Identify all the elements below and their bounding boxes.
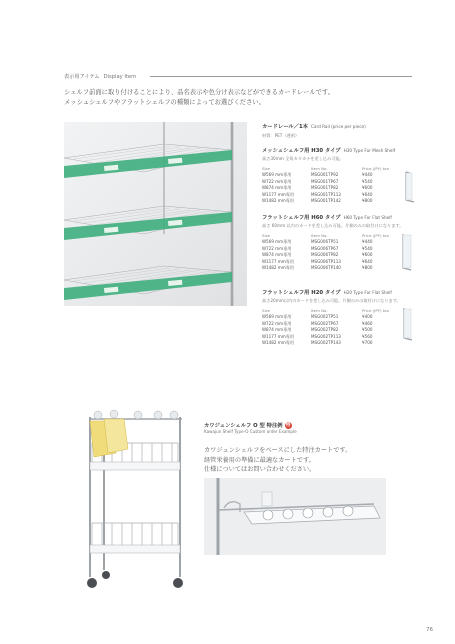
product-title-en: Card Rail (price per piece) [310,124,366,129]
section-rule [150,76,412,77]
product-title [262,122,366,130]
rail-h20-illustration [400,306,416,342]
item-no-cell: MSG006TP113 [311,258,341,264]
size-cell: W569 mm専用 [262,239,292,244]
price-cell: ¥460 [362,320,373,326]
rail-h60-illustration [398,232,416,272]
product-heading [262,122,366,139]
spec-group-h20 [262,288,401,347]
item-no-cell: MSG001TP113 [311,191,341,197]
price-cell: ¥800 [362,198,373,204]
size-cell: W722 mm専用 [262,320,292,326]
size-cell: W874 mm専用 [262,327,292,333]
page-number: 76 [426,627,433,633]
size-cell: W1482 mm専用 [262,198,294,204]
size-cell: W569 mm専用 [262,172,292,177]
spec-table [262,233,395,272]
price-cell: ¥600 [362,185,373,191]
spec-row [262,265,395,272]
price-cell: ¥440 [362,239,373,244]
size-header: Size [262,233,270,238]
item-no-header: Item No. [311,308,328,313]
price-header: Price (JPY) tax [362,166,389,171]
spec-table [262,166,395,205]
spec-table [262,308,395,347]
price-cell: ¥800 [362,265,373,271]
item-no-cell: MSG006TP140 [311,265,341,271]
size-cell: W1482 mm専用 [262,265,294,271]
rail-h30-illustration [402,170,418,204]
price-header: Price (JPY) tax [362,233,389,238]
spec-row [262,327,395,334]
group-title [262,213,403,221]
price-cell: ¥400 [362,314,373,319]
case-line: 経管栄養用の準備に最適なカートです。 [204,456,315,464]
case-line: カワジュンシェルフをベースにした特注カートです。 [204,447,352,454]
item-no-cell: MSG001TP92 [311,172,339,177]
spec-row [262,198,395,205]
size-cell: W1177 mm専用 [262,191,294,197]
group-title-ja: フラットシェルフ用 H60 タイプ [262,215,341,221]
size-cell: W722 mm専用 [262,245,292,251]
case-subtitle: Kawajun Shelf Type-O Custom order Example [204,429,297,434]
group-title [262,146,395,154]
price-header: Price (JPY) tax [362,308,389,313]
spec-group-h60 [262,213,403,272]
price-cell: ¥440 [362,172,373,177]
price-cell: ¥640 [362,258,373,264]
spec-row [262,239,395,246]
price-cell: ¥500 [362,327,373,333]
group-title-en: H30 Type For Mesh Shelf [343,148,396,153]
group-title-ja: フラットシェルフ用 H20 タイプ [262,290,341,296]
size-cell: W722 mm専用 [262,178,292,184]
item-no-cell: MSG002TP67 [311,320,339,326]
size-cell: W1177 mm専用 [262,333,294,339]
spec-row [262,172,395,179]
group-note: 高さ20mm以内のカードを差し込み可能。片側のみの取付けになります。 [262,298,401,303]
price-cell: ¥640 [362,191,373,197]
section-title-en: Display Item [103,74,137,80]
item-no-cell: MSG002TP82 [311,327,339,333]
spec-row [262,340,395,347]
spec-row [262,185,395,192]
item-no-cell: MSG002TP143 [311,340,341,346]
spec-row [262,252,395,259]
item-no-cell: MSG006TP51 [311,239,339,244]
item-no-header: Item No. [311,166,328,171]
product-title-ja: カードレール／1本 [262,124,308,130]
item-no-cell: MSG002TP51 [311,314,339,319]
item-no-header: Item No. [311,233,328,238]
spec-group-h30 [262,146,395,205]
group-title-en: H20 Type For Flat Shelf [343,290,392,295]
item-no-cell: MSG001TP67 [311,178,339,184]
size-header: Size [262,308,270,313]
price-cell: ¥540 [362,245,373,251]
custom-order-badge: 特 [285,423,291,428]
item-no-cell: MSG001TP82 [311,185,339,191]
section-title-ja: 表示用アイテム [64,74,100,80]
product-material: 材質：PET（透明） [262,133,300,138]
detail-photo [204,478,386,555]
intro-line: メッシュシェルフやフラットシェルフの種類によってお選びください。 [64,99,265,106]
size-header: Size [262,166,270,171]
size-cell: W874 mm専用 [262,185,292,191]
section-heading [64,73,136,80]
item-no-cell: MSG006TP82 [311,252,339,258]
price-cell: ¥600 [362,252,373,258]
size-cell: W1177 mm専用 [262,258,294,264]
item-no-cell: MSG006TP67 [311,245,339,251]
price-cell: ¥560 [362,333,373,339]
item-no-cell: MSG001TP142 [311,198,341,204]
price-cell: ¥540 [362,178,373,184]
intro-line: シェルフ前面に取り付けることにより、品名表示や色分け表示などができるカードレールです。 [64,89,335,96]
group-title-en: H60 Type For Flat Shelf [343,215,392,220]
size-cell: W569 mm専用 [262,314,292,319]
case-line: 仕様についてはお問い合わせください。 [204,466,316,474]
spec-row [262,314,395,321]
price-cell: ¥700 [362,340,373,346]
cart-photo [78,405,198,592]
shelf-photo [64,122,247,306]
size-cell: W1482 mm専用 [262,340,294,346]
size-cell: W874 mm専用 [262,252,292,258]
item-no-cell: MSG002TP113 [311,333,341,339]
group-note: 高さ30mm 全角カタカナを差し込み可能。 [262,156,344,161]
case-description [204,446,351,475]
group-note: 高さ 60mm 以内のカードを差し込み可能。片側のみの取付けになります。 [262,223,404,228]
group-title-ja: メッシュシェルフ用 H30 タイプ [262,148,341,154]
case-title [204,421,292,429]
group-title [262,288,401,296]
intro-text [64,88,334,108]
case-title-text: カワジュンシェルフ O 型 特注例 [204,423,283,429]
